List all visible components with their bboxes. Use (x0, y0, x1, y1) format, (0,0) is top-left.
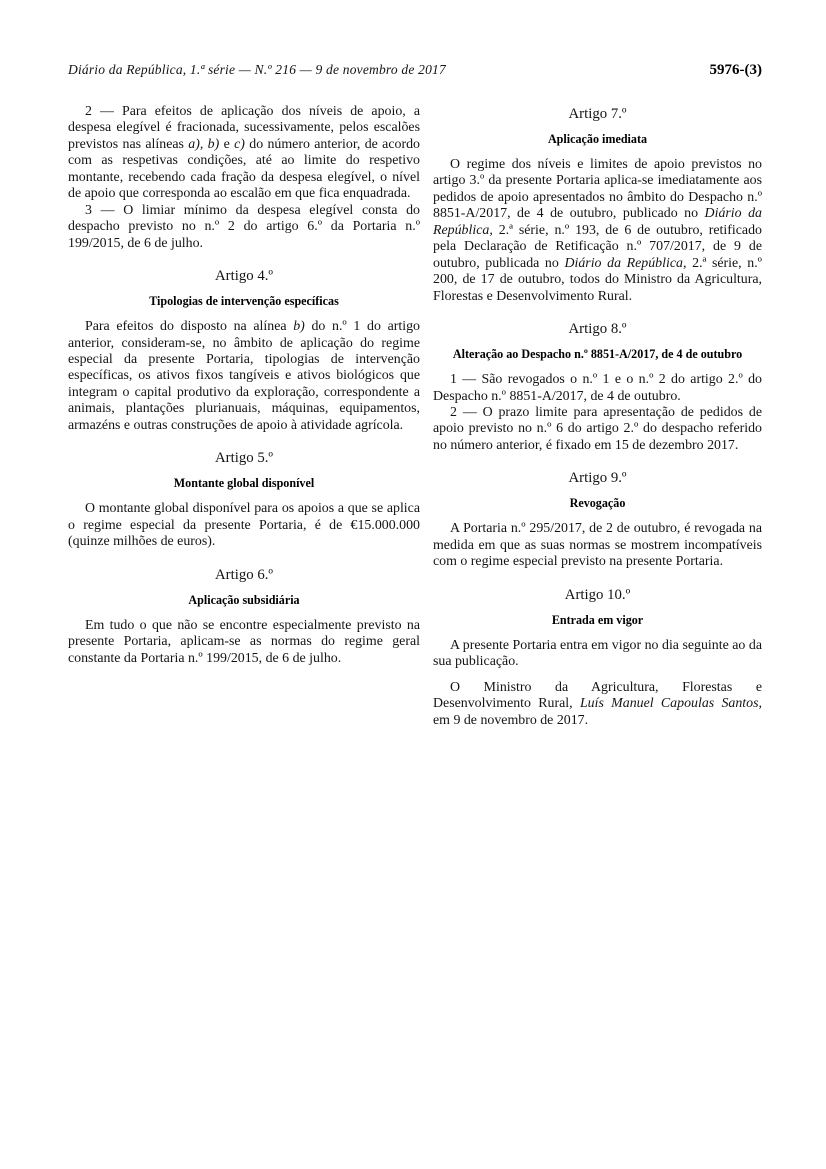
text-segment: em 9 de novembro de 2017. (433, 712, 589, 728)
paragraph (433, 157, 762, 305)
right-column (433, 104, 762, 729)
text-segment: A presente Portaria entra em vigor no dia seguinte ao da sua publicação. (433, 637, 762, 670)
paragraph (68, 618, 420, 667)
paragraph (433, 521, 762, 570)
article-8 (433, 321, 762, 454)
article-title: Artigo 5.º (214, 450, 274, 467)
page-header (68, 62, 762, 79)
article-title: Artigo 4.º (214, 268, 274, 285)
page-number: 5976-(3) (709, 62, 762, 78)
article-4 (68, 268, 420, 434)
article-subtitle: Aplicação imediata (547, 132, 648, 146)
italic-text-segment: c) (234, 136, 245, 152)
article-subtitle: Revogação (569, 496, 626, 511)
text-segment: 1 — São revogados o n.º 1 e o n.º 2 do artigo 2.º do Despacho n.º 8851-A/2017, de 4 de outubro. (433, 372, 762, 404)
paragraph (433, 638, 762, 671)
italic-text-segment: a), b) (188, 136, 220, 152)
text-segment: O regime dos níveis e limites de apoio previstos no artigo 3.º da presente Portaria aplica-se imediatamente aos pedidos de apoio apresentados no âmbito do Despacho n.º 8851-A/2017, de 4 de outubro, publicado no (433, 157, 762, 222)
paragraph (68, 501, 420, 550)
paragraph (433, 405, 762, 454)
article-10 (433, 587, 762, 729)
text-segment: 2 — O prazo limite para apresentação de pedidos de apoio previsto no n.º 6 do artigo 2.º do despacho referido no número anterior, é fixado em 15 de dezembro 2017. (433, 404, 762, 453)
italic-text-segment: Diário da República, (433, 206, 762, 238)
text-segment: O montante global disponível para os apoios a que se aplica o regime especial da presente Portaria, é de €15.000.000 (quinze milhões de euros). (68, 501, 420, 550)
text-segment: O Ministro da Agricultura, Florestas e Desenvolvimento Rural, (433, 679, 762, 712)
article-subtitle: Aplicação subsidiária (188, 592, 300, 607)
article-subtitle: Entrada em vigor (551, 612, 644, 627)
italic-text-segment: Luís Manuel Capoulas Santos, (579, 696, 762, 712)
left-column (68, 104, 420, 729)
article-title: Artigo 6.º (214, 566, 274, 583)
two-column-body (68, 104, 762, 729)
text-segment: do n.º 1 do artigo anterior, consideram-se, no âmbito de aplicação do regime especial da presente Portaria, tipologias de intervenção específicas, os ativos fixos tangíveis e ativos biológicos que integram o capital produtivo da exploração, correspondente a animais, plantações plurianuais, máquinas, equipamentos, armazéns e outras construções de apoio à atividade agrícola. (68, 319, 420, 433)
article-9 (433, 470, 762, 570)
text-segment: e (219, 136, 235, 152)
article-title: Artigo 8.º (568, 321, 627, 338)
text-segment: 2 — Para efeitos de aplicação dos níveis de apoio, a despesa elegível é fracionada, sucessivamente, pelos escalões previstos nas alíneas (68, 104, 420, 152)
article-title: Artigo 10.º (564, 586, 631, 603)
text-segment: Em tudo o que não se encontre especialmente previsto na presente Portaria, aplicam-se as normas do regime geral constante da Portaria n.º 199/2015, de 6 de julho. (68, 617, 420, 666)
article-subtitle: Montante global disponível (173, 476, 315, 491)
text-segment: do número anterior, de acordo com as respetivas condições, até ao limite do respetivo montante, recebendo cada fração da despesa elegível, o nível de apoio que corresponda ao escalão em que fica enquadrada. (68, 136, 420, 202)
article-6 (68, 567, 420, 667)
paragraph (433, 372, 762, 405)
article-title: Artigo 9.º (568, 470, 627, 487)
article-5 (68, 450, 420, 550)
text-segment: 2.ª série, n.º 193, de 6 de outubro, retificado pela Declaração de Retificação n.º 707/2017, de 9 de outubro, publicada no (433, 222, 762, 271)
signature-line (433, 680, 762, 729)
text-segment: 2.ª série, n.º 200, de 17 de outubro, todos do Ministro da Agricultura, Florestas e Desenvolvimento Rural. (433, 255, 762, 304)
journal-title: Diário da República, 1.ª série — N.º 216 — 9 de novembro de 2017 (68, 62, 446, 77)
italic-text-segment: Diário da República, (564, 255, 687, 271)
article-title: Artigo 7.º (568, 106, 627, 122)
italic-text-segment: b) (293, 319, 305, 335)
article-7 (433, 106, 762, 305)
paragraph (68, 104, 420, 203)
paragraph (68, 203, 420, 252)
text-segment: 3 — O limiar mínimo da despesa elegível consta do despacho previsto no n.º 2 do artigo 6.º da Portaria n.º 199/2015, de 6 de julho. (68, 202, 420, 251)
article-subtitle: Tipologias de intervenção específicas (149, 294, 339, 309)
text-segment: Para efeitos do disposto na alínea (85, 319, 294, 335)
paragraph (68, 319, 420, 434)
article-subtitle: Alteração ao Despacho n.º 8851-A/2017, de 4 de outubro (452, 347, 743, 362)
text-segment: A Portaria n.º 295/2017, de 2 de outubro, é revogada na medida em que as suas normas se mostrem incompatíveis com o regime especial previsto na presente Portaria. (433, 521, 762, 570)
